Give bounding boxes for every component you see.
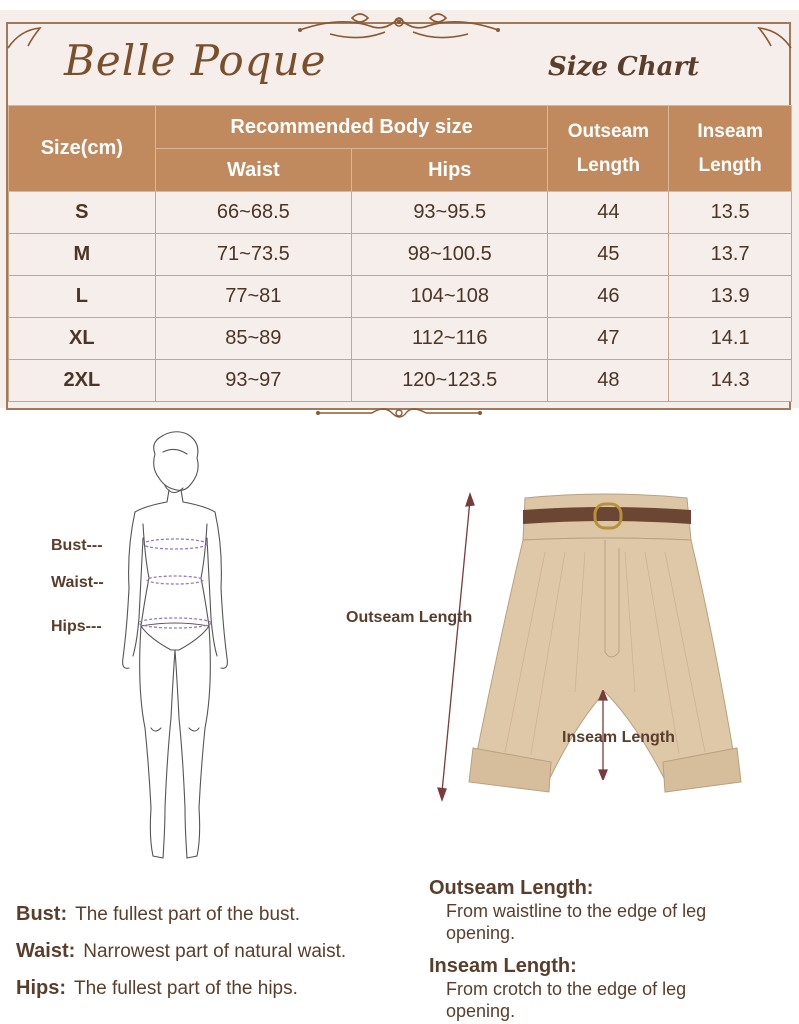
chart-title: Size Chart xyxy=(548,52,700,82)
waist-definition xyxy=(16,940,436,963)
waist-cell: 71~73.5 xyxy=(155,234,351,276)
bust-label: Bust--- xyxy=(51,537,103,554)
outseam-text-line1: From waistline to the edge of leg xyxy=(446,901,707,921)
waist-text: Narrowest part of natural waist. xyxy=(83,941,347,962)
group-header: Recommended Body size xyxy=(155,106,548,149)
size-cell: S xyxy=(9,192,156,234)
hips-definition xyxy=(16,977,436,1000)
inseam-definition xyxy=(429,955,799,1022)
outseam-term: Outseam Length: xyxy=(429,877,594,899)
size-cell: XL xyxy=(9,318,156,360)
size-table xyxy=(8,105,792,402)
inseam-text-line1: From crotch to the edge of leg xyxy=(446,979,687,999)
inseam-length-label: Inseam Length xyxy=(562,729,675,746)
waist-cell: 77~81 xyxy=(155,276,351,318)
inseam-text-line2: opening. xyxy=(446,1001,516,1021)
bust-text: The fullest part of the bust. xyxy=(75,904,301,925)
size-cell: L xyxy=(9,276,156,318)
bust-definition xyxy=(16,903,436,926)
inseam-cell: 13.5 xyxy=(669,192,792,234)
waist-label: Waist-- xyxy=(51,574,104,591)
hips-text: The fullest part of the hips. xyxy=(74,978,298,999)
hips-term: Hips: xyxy=(16,977,66,999)
waist-cell: 66~68.5 xyxy=(155,192,351,234)
inseam-header-line1: Inseam xyxy=(697,120,763,142)
inseam-header-line2: Length xyxy=(698,154,762,176)
size-cell: 2XL xyxy=(9,360,156,402)
table-row xyxy=(9,234,792,276)
size-chart-card xyxy=(0,10,799,408)
bottom-ornament xyxy=(0,405,799,427)
hips-cell: 104~108 xyxy=(352,276,548,318)
hips-cell: 112~116 xyxy=(352,318,548,360)
outseam-cell: 48 xyxy=(548,360,669,402)
table-row xyxy=(9,360,792,402)
body-definitions xyxy=(16,903,436,1014)
outseam-cell: 45 xyxy=(548,234,669,276)
inseam-cell: 13.7 xyxy=(669,234,792,276)
table-row xyxy=(9,192,792,234)
inseam-header xyxy=(669,106,792,192)
hips-label: Hips--- xyxy=(51,618,102,635)
hips-cell: 93~95.5 xyxy=(352,192,548,234)
size-cell: M xyxy=(9,234,156,276)
waist-cell: 85~89 xyxy=(155,318,351,360)
outseam-header xyxy=(548,106,669,192)
outseam-cell: 46 xyxy=(548,276,669,318)
table-row xyxy=(9,318,792,360)
inseam-cell: 14.3 xyxy=(669,360,792,402)
body-figure-illustration xyxy=(115,428,230,868)
outseam-text-line2: opening. xyxy=(446,923,516,943)
brand-logo: Belle Poque xyxy=(64,36,327,85)
hips-cell: 120~123.5 xyxy=(352,360,548,402)
outseam-cell: 47 xyxy=(548,318,669,360)
outseam-length-label: Outseam Length xyxy=(346,609,473,626)
outseam-cell: 44 xyxy=(548,192,669,234)
outseam-definition xyxy=(429,877,799,944)
hips-header: Hips xyxy=(352,149,548,192)
outseam-header-line1: Outseam xyxy=(567,120,650,142)
waist-cell: 93~97 xyxy=(155,360,351,402)
inseam-term: Inseam Length: xyxy=(429,955,577,977)
hips-cell: 98~100.5 xyxy=(352,234,548,276)
inseam-cell: 14.1 xyxy=(669,318,792,360)
waist-term: Waist: xyxy=(16,940,76,962)
table-row xyxy=(9,276,792,318)
outseam-header-line2: Length xyxy=(576,154,641,176)
waist-header: Waist xyxy=(155,149,351,192)
size-header: Size(cm) xyxy=(9,106,156,192)
bust-term: Bust: xyxy=(16,903,68,925)
inseam-cell: 13.9 xyxy=(669,276,792,318)
